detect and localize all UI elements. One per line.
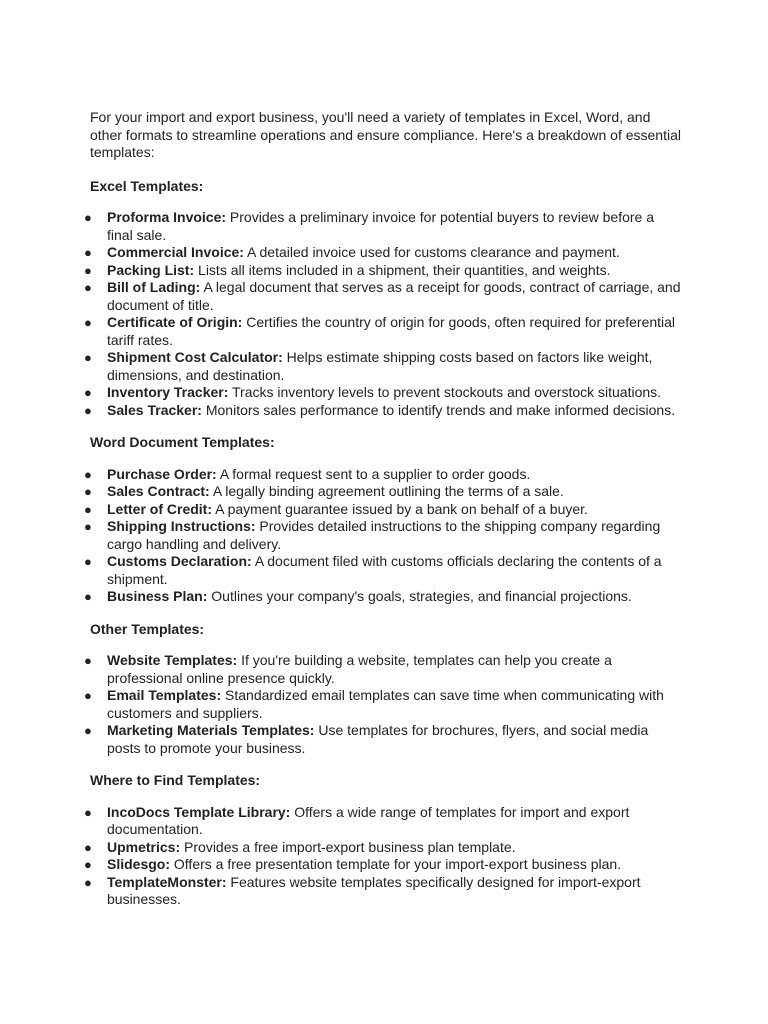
bullet-icon: ● (84, 402, 92, 418)
item-term: Website Templates: (107, 652, 238, 668)
bullet-list (84, 209, 682, 419)
list-item (84, 314, 682, 349)
bullet-icon: ● (84, 245, 92, 260)
item-description: A legal document that serves as a receipt for goods, contract of carriage, and document of title. (107, 279, 681, 313)
item-description: If you're building a website, templates can help you create a professional online presence quickly. (107, 652, 612, 686)
bullet-icon: ● (84, 484, 92, 499)
bullet-list (84, 652, 682, 757)
item-description: A document filed with customs officials declaring the contents of a shipment. (107, 553, 662, 587)
bullet-icon: ● (84, 723, 92, 738)
item-term: Shipping Instructions: (107, 518, 256, 534)
section-excel-templates (84, 177, 682, 420)
bullet-icon: ● (84, 554, 92, 569)
list-item (84, 838, 682, 857)
list-item (84, 244, 682, 262)
item-description: Offers a free presentation template for your import-export business plan. (170, 856, 622, 872)
item-term: Packing List: (107, 261, 195, 278)
item-description: Provides detailed instructions to the shipping company regarding cargo handling and delivery. (107, 518, 661, 552)
list-item (84, 279, 682, 314)
bullet-icon: ● (84, 280, 92, 295)
item-description: Provides a preliminary invoice for potential buyers to review before a final sale. (107, 209, 655, 243)
item-description: Tracks inventory levels to prevent stockouts and overstock situations. (228, 384, 662, 400)
list-item (84, 856, 682, 874)
item-term: TemplateMonster: (107, 873, 227, 890)
bullet-icon: ● (84, 501, 92, 517)
list-item (84, 384, 682, 402)
item-description: Provides a free import-export business plan template. (180, 838, 516, 855)
item-term: Customs Declaration: (107, 553, 252, 569)
bullet-icon: ● (84, 210, 92, 225)
item-description: Standardized email templates can save time when communicating with customers and suppliers. (107, 687, 664, 721)
document-page (84, 109, 682, 924)
bullet-icon: ● (84, 519, 92, 534)
section-word-templates (84, 434, 682, 606)
bullet-icon: ● (84, 262, 92, 278)
bullet-icon: ● (84, 857, 92, 872)
item-term: Upmetrics: (107, 838, 181, 855)
list-item (84, 588, 682, 606)
item-term: Letter of Credit: (107, 500, 212, 517)
list-item (84, 349, 682, 384)
list-item (84, 722, 682, 757)
item-term: Proforma Invoice: (107, 209, 227, 225)
item-description: Helps estimate shipping costs based on factors like weight, dimensions, and destination. (107, 349, 653, 383)
item-term: Commercial Invoice: (107, 244, 244, 260)
item-description: A payment guarantee issued by a bank on behalf of a buyer. (212, 500, 588, 517)
item-term: Certificate of Origin: (107, 314, 243, 330)
section-other-templates (84, 620, 682, 758)
item-description: A formal request sent to a supplier to order goods. (216, 465, 531, 482)
item-term: Sales Contract: (107, 483, 210, 499)
item-term: Shipment Cost Calculator: (107, 349, 283, 365)
item-description: Use templates for brochures, flyers, and social media posts to promote your business. (107, 722, 649, 756)
item-description: Lists all items included in a shipment, their quantities, and weights. (194, 261, 611, 278)
section-heading: Other Templates: (90, 620, 205, 637)
list-item (84, 261, 682, 280)
section-heading: Excel Templates: (90, 177, 204, 194)
bullet-icon: ● (84, 385, 92, 400)
item-term: Slidesgo: (107, 856, 171, 872)
bullet-icon: ● (84, 466, 92, 482)
item-term: Sales Tracker: (107, 401, 202, 418)
item-description: Certifies the country of origin for goods, often required for preferential tariff rates. (107, 314, 676, 348)
bullet-list (84, 465, 682, 606)
list-item (84, 209, 682, 244)
item-description: Outlines your company's goals, strategies, and financial projections. (207, 588, 632, 604)
item-description: A legally binding agreement outlining the terms of a sale. (209, 483, 564, 499)
bullet-icon: ● (84, 589, 92, 604)
list-item (84, 483, 682, 501)
bullet-icon: ● (84, 839, 92, 855)
item-term: Purchase Order: (107, 465, 217, 482)
item-description: A detailed invoice used for customs clearance and payment. (243, 244, 620, 260)
bullet-icon: ● (84, 874, 92, 890)
section-heading: Word Document Templates: (90, 434, 275, 450)
item-term: IncoDocs Template Library: (107, 803, 291, 820)
list-item (84, 553, 682, 588)
list-item (84, 518, 682, 553)
bullet-icon: ● (84, 315, 92, 330)
item-term: Marketing Materials Templates: (107, 722, 315, 738)
item-term: Inventory Tracker: (107, 384, 229, 400)
list-item (84, 465, 682, 484)
item-term: Email Templates: (107, 687, 222, 703)
section-heading: Where to Find Templates: (90, 772, 261, 788)
list-item (84, 873, 682, 909)
item-description: Monitors sales performance to identify trends and make informed decisions. (201, 401, 676, 418)
bullet-icon: ● (84, 804, 92, 820)
bullet-list (84, 803, 682, 909)
section-where-to-find (84, 772, 682, 909)
bullet-icon: ● (84, 653, 92, 668)
bullet-icon: ● (84, 350, 92, 365)
item-description: Offers a wide range of templates for import and export documentation. (107, 803, 630, 837)
list-item (84, 652, 682, 687)
item-description: Features website templates specifically designed for import-export businesses. (107, 873, 641, 907)
item-term: Bill of Lading: (107, 279, 201, 295)
intro-paragraph: For your import and export business, you'll need a variety of templates in Excel, Word, and other formats to streamline operations and ensure compliance. Here's a breakdown of essential templates: (90, 109, 681, 160)
list-item (84, 500, 682, 519)
list-item (84, 803, 682, 839)
list-item (84, 401, 682, 420)
list-item (84, 687, 682, 722)
item-term: Business Plan: (107, 588, 208, 604)
bullet-icon: ● (84, 688, 92, 703)
